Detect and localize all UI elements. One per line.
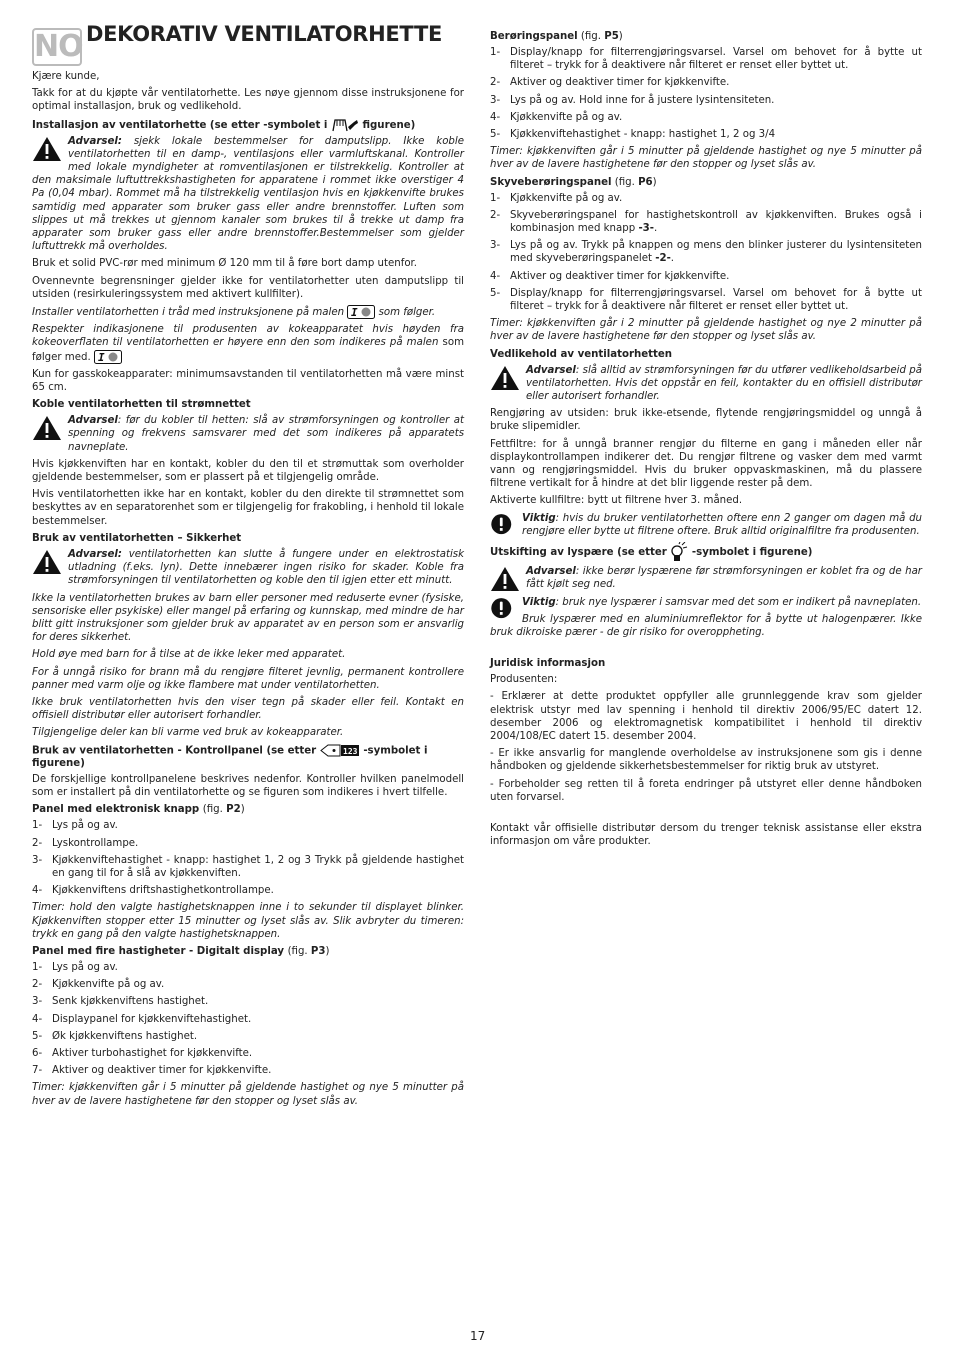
legal-p2: - Er ikke ansvarlig for manglende overholdelse av instruksjonene som gis i denne håndboken og gjeldende sikkerhetsbestemmelser for riktig bruk av utstyret.	[490, 748, 922, 773]
legal-heading: Juridisk informasjon	[490, 658, 606, 670]
list-item: 1- Kjøkkenvifte på og av.	[490, 192, 623, 204]
list-item: 3- Senk kjøkkenviftens hastighet.	[32, 996, 209, 1008]
maint-p1: Rengjøring av utsiden: bruk ikke-etsende, flytende rengjøringsmiddel og unngå å bruke slipemidler.	[490, 408, 922, 433]
light-bulb-icon	[670, 542, 688, 562]
install-warning: Advarsel: sjekk lokale bestemmelser for damputslipp. Ikke koble ventilatorhetten til en damp-, ventilasjons eller varmluftskanal. Kontroller med lokale myndigheter at romventilasjonen er tilstrekkelig. Kontroller at den maksimale luftuttrekkshastigheten for apparatene i rommet ikke overstiger 4 Pa (0,04 mbar). Rommet må ha tilstrekkelig ventilasjon hvis en kjøkkenvifte brukes samtidig med apparater som bruker gass eller andre brennstoffer. Luften som slippes ut må trekkes ut gjennom kanaler som brukes til å trekke ut damp fra apparater som bruker gass eller andre brennstoffer.Bestemmelser som gjelder luftuttrekk må overholdes.	[32, 135, 464, 253]
respect-note: Respekter indikasjonene til produsenten av kokeapparatet hvis høyden fra kokeoverflaten til ventilatorhetten er høyere enn den som indikeres på malen som følger med. I	[32, 324, 464, 364]
warning-triangle-icon	[32, 415, 62, 441]
power-heading: Koble ventilatorhetten til strømnettet	[32, 399, 251, 411]
p2-timer: Timer: hold den valgte hastighetsknappen inne i to sekunder til displayet blinker. Kjøkkenviften stopper etter 15 minutter og lyset slås av. Slik avbryter du timeren: trykk en gang på den valgte hastighetsknappen.	[32, 902, 464, 940]
safety-p3: For å unngå risiko for brann må du rengjøre filteret jevnlig, permanent kontrollere panner med varm olje og ikke flambere mat under ventilatorhetten.	[32, 666, 464, 691]
p3-timer: Timer: kjøkkenviften går i 5 minutter på gjeldende hastighet og nye 5 minutter på hver av de lavere hastighetene før den stopper og lyset slås av.	[32, 1082, 464, 1107]
maint-important: Viktig: hvis du bruker ventilatorhetten oftere enn 2 ganger om dagen må du rengjøre eller bytte ut filtrene oftere. Bruk alltid originalfiltre fra produsenten.	[490, 512, 922, 538]
safety-warning: Advarsel: ventilatorhetten kan slutte å fungere under en elektrostatisk utladning (f.eks. lyn). Dette innebærer ingen risiko for skader. Koble fra strømforsyningen til ventilatorhetten og koble den til igjen etter ett minutt.	[32, 548, 464, 588]
p6-list	[490, 192, 922, 314]
safety-p5: Tilgjengelige deler kan bli varme ved bruk av kokeapparater.	[32, 727, 344, 739]
list-item: 2- Aktiver og deaktiver timer for kjøkkenvifte.	[490, 77, 730, 89]
list-item: 4- Aktiver og deaktiver timer for kjøkkenvifte.	[490, 270, 730, 282]
list-item: 7- Aktiver og deaktiver timer for kjøkkenvifte.	[32, 1065, 272, 1077]
safety-p4: Ikke bruk ventilatorhetten hvis den viser tegn på skader eller feil. Kontakt en offisiell distributør eller autorisert forhandler.	[32, 696, 464, 722]
list-item: 1- Lys på og av.	[32, 962, 118, 974]
intro: Takk for at du kjøpte vår ventilatorhette. Les nøye gjennom disse instruksjonene for optimal installasjon, bruk og vedlikehold.	[32, 88, 464, 113]
panel-p1: De forskjellige kontrollpanelene beskrives nedenfor. Kontroller hvilken panelmodell som er installert på din ventilatorhette og se figuren som indikeres i hvert tilfelle.	[32, 774, 464, 799]
left-column	[32, 22, 464, 1112]
legal-p1: - Erklærer at dette produktet oppfyller alle grunnleggende krav som gjelder elektrisk utstyr med lav spenning i henhold til direktiv 2006/95/EC datert 12. desember 2006 og elektromagnetisk kompatibilitet i henhold til direktiv 2004/108/EC datert 15. desember 2004.	[490, 691, 922, 742]
legal-p0: Produsenten:	[490, 674, 558, 686]
template-icon	[94, 350, 122, 364]
svg-text:I: I	[97, 350, 105, 364]
p2-heading: Panel med elektronisk knapp (fig. P2)	[32, 804, 245, 816]
list-item: 2- Skyveberøringspanel for hastighetskontroll av kjøkkenviften. Brukes også i kombinasjon med knapp -3-.	[490, 209, 922, 235]
bulb-warning: Advarsel: ikke berør lyspærene før strømforsyningen er koblet fra og de har fått kjølt seg ned.	[490, 565, 922, 591]
legal-p3: - Forbeholder seg retten til å foreta endringer på utstyret eller denne håndboken uten forvarsel.	[490, 778, 922, 803]
p3-list	[32, 961, 464, 1077]
warning-triangle-icon	[490, 566, 520, 592]
install-per-template: Installer ventilatorhetten i tråd med instruksjonene på malen I som følger.	[32, 306, 436, 320]
list-item: 4- Kjøkkenvifte på og av.	[490, 111, 623, 123]
warning-triangle-icon	[32, 136, 62, 162]
p3-heading: Panel med fire hastigheter - Digitalt display (fig. P3)	[32, 946, 330, 958]
warning-triangle-icon	[490, 365, 520, 391]
svg-text:I: I	[351, 306, 358, 320]
right-column	[490, 30, 922, 852]
gas-note: Kun for gasskokeapparater: minimumsavstanden til ventilatorhetten må være minst 65 cm.	[32, 368, 464, 394]
safety-p1: Ikke la ventilatorhetten brukes av barn eller personer med reduserte evner (fysiske, sensoriske eller psykiske) eller mangel på erfaring og kunnskap, med mindre de har blitt gitt instruksjoner som gjelder bruk av apparatet av en person som er ansvarlig for deres sikkerhet.	[32, 592, 464, 644]
list-item: 5- Øk kjøkkenviftens hastighet.	[32, 1030, 198, 1042]
list-item: 2- Kjøkkenvifte på og av.	[32, 979, 165, 991]
power-warning: Advarsel: før du kobler til hetten: slå av strømforsyningen og kontroller at spenning og frekvens samsvarer med det som indikeres på apparatets navneplate.	[32, 414, 464, 454]
greeting: Kjære kunde,	[32, 71, 100, 82]
list-item: 4- Kjøkkenviftens driftshastighetkontrollampe.	[32, 885, 274, 897]
p5-list	[490, 46, 922, 141]
language-badge: NO	[34, 29, 83, 64]
important-exclamation-icon	[490, 597, 516, 621]
power-p1: Hvis kjøkkenviften har en kontakt, kobler du den til et strømuttak som overholder gjeldende bestemmelser, som er plassert på et tilgjengelig område.	[32, 458, 464, 484]
control-panel-icon	[320, 744, 360, 757]
list-item: 1- Lys på og av.	[32, 820, 118, 832]
restrictions-note: Ovennevnte begrensninger gjelder ikke for ventilatorhetter uten damputslipp til utsiden (resirkuleringssystem med aktivert kullfilter).	[32, 275, 464, 300]
contact-note: Kontakt vår offisielle distributør dersom du trenger teknisk assistanse eller ekstra informasjon om våre produkter.	[490, 822, 922, 848]
header	[32, 22, 464, 66]
list-item: 3- Lys på og av. Trykk på knappen og mens den blinker justerer du lysintensiteten med skyveberøringspanelet -2-.	[490, 240, 922, 265]
safety-heading: Bruk av ventilatorhetten – Sikkerhet	[32, 532, 242, 544]
install-heading: Installasjon av ventilatorhette (se etter -symbolet i figurene)	[32, 119, 416, 131]
list-item: 4- Displaypanel for kjøkkenviftehastighet.	[32, 1013, 252, 1025]
p2-list	[32, 819, 464, 897]
panel-heading: Bruk av ventilatorhetten - Kontrollpanel (se etter 123 -symbolet i figurene)	[32, 745, 428, 770]
maint-p2: Fettfiltre: for å unngå branner rengjør du filterne en gang i måneden eller når displaykontrollampen indikerer det. Du rengjør filtrene og vasker dem med varmt vann og rengjøringsmiddel. Hvis du bruker oppvaskmaskinen, må du plassere filtrene vertikalt for å hindre at det blir liggende rester på dem.	[490, 438, 922, 490]
warning-triangle-icon	[32, 549, 62, 575]
list-item: 3- Kjøkkenviftehastighet - knapp: hastighet 1, 2 og 3 Trykk på gjeldende hastighet en gang til for å slå av kjøkkenviften.	[32, 854, 464, 880]
page-title: DEKORATIV VENTILATORHETTE	[86, 22, 443, 46]
maint-warning: Advarsel: slå alltid av strømforsyningen før du utfører vedlikeholdsarbeid på ventilatorhetten. Hvis det oppstår en feil, kontakter du en offisiell distributør eller autorisert forhandler.	[490, 364, 922, 404]
bulb-heading: Utskifting av lyspære (se etter -symbolet i figurene)	[490, 542, 922, 562]
list-item: 6- Aktiver turbohastighet for kjøkkenvifte.	[32, 1048, 253, 1060]
list-item: 5- Kjøkkenviftehastighet - knapp: hastighet 1, 2 og 3/4	[490, 129, 776, 141]
pvc-note: Bruk et solid PVC-rør med minimum Ø 120 mm til å føre bort damp utenfor.	[32, 258, 418, 270]
list-item: 3- Lys på og av. Hold inne for å justere lysintensiteten.	[490, 94, 775, 106]
important-exclamation-icon	[490, 513, 516, 537]
maint-heading: Vedlikehold av ventilatorhetten	[490, 348, 673, 360]
svg-text:123: 123	[342, 746, 358, 756]
p6-timer: Timer: kjøkkenviften går i 2 minutter på gjeldende hastighet og nye 2 minutter på hver av de lavere hastighetene før den stopper og lyset slås av.	[490, 318, 922, 343]
p5-timer: Timer: kjøkkenviften går i 5 minutter på gjeldende hastighet og nye 5 minutter på hver av de lavere hastighetene før den stopper og lyset slås av.	[490, 146, 922, 171]
list-item: 5- Display/knapp for filterrengjøringsvarsel. Varsel om behovet for å bytte ut filteret – trykk for å deaktivere når filteret er renset eller byttet ut.	[490, 287, 922, 313]
maint-p3: Aktiverte kullfiltre: bytt ut filtrene hver 3. måned.	[490, 495, 743, 507]
safety-p2: Hold øye med barn for å tilse at de ikke leker med apparatet.	[32, 649, 346, 661]
bulb-p: Bruk lyspærer med en aluminiumreflektor for å bytte ut halogenpærer. Ikke bruk dikroiske pærer - de gir risiko for overoppheting.	[490, 613, 922, 638]
page-number: 17	[470, 1329, 486, 1343]
p6-heading: Skyveberøringspanel (fig. P6)	[490, 176, 657, 188]
power-p2: Hvis ventilatorhetten ikke har en kontakt, kobler du den direkte til strømnettet som beskyttes av en separatorenhet som er tilgjengelig for frakobling, i henhold til lokale bestemmelser.	[32, 489, 464, 527]
list-item: 1- Display/knapp for filterrengjøringsvarsel. Varsel om behovet for å bytte ut filteret – trykk for å deaktivere når filteret er renset eller byttet ut.	[490, 47, 922, 72]
bulb-important: Viktig: bruk nye lyspærer i samsvar med det som er indikert på navneplaten.	[490, 596, 922, 609]
template-icon	[347, 305, 375, 319]
list-item: 2- Lyskontrollampe.	[32, 837, 139, 849]
hood-tool-icon	[331, 118, 359, 132]
p5-heading: Berøringspanel (fig. P5)	[490, 31, 623, 42]
